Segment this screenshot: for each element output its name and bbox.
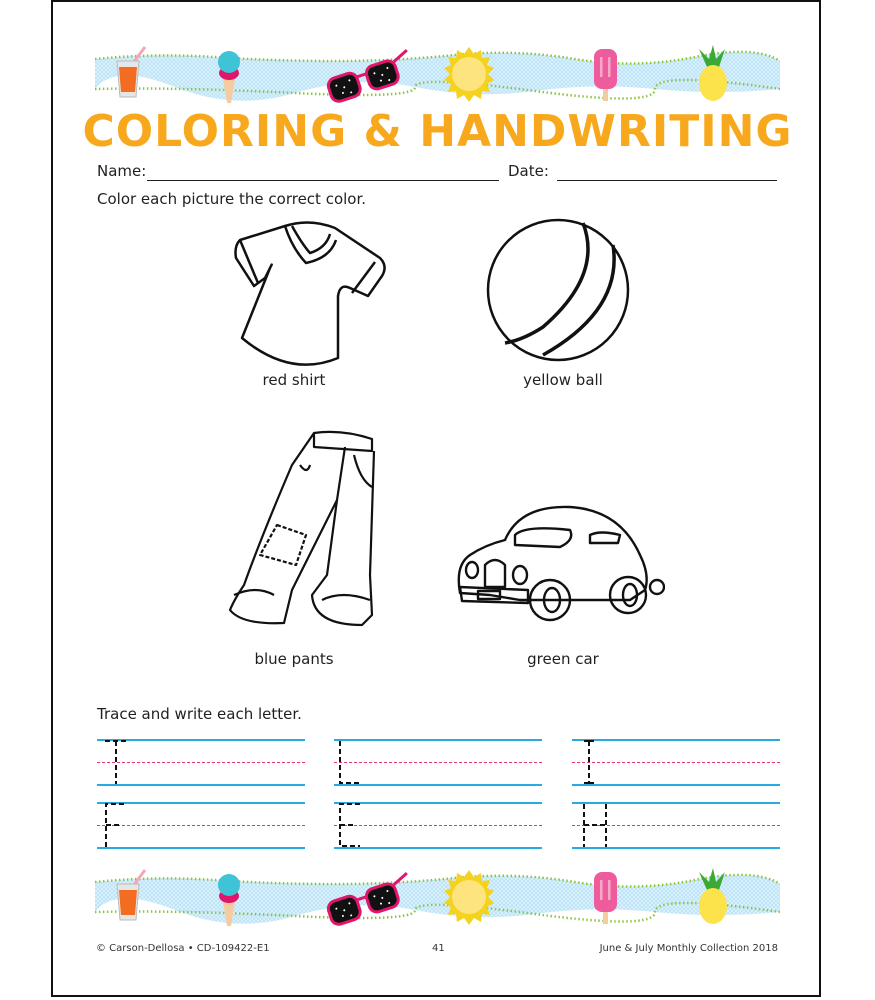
page-title: COLORING & HANDWRITING xyxy=(82,106,793,157)
trace-instruction: Trace and write each letter. xyxy=(97,705,302,723)
shirt-icon xyxy=(230,218,395,368)
pants-caption: blue pants xyxy=(254,650,334,668)
popsicle-icon xyxy=(594,872,617,924)
name-label: Name: xyxy=(97,162,147,180)
name-field[interactable] xyxy=(147,179,499,181)
footer-page-number: 41 xyxy=(432,943,445,954)
trace-lines-E[interactable] xyxy=(334,802,542,848)
date-field[interactable] xyxy=(557,179,777,181)
color-instruction: Color each picture the correct color. xyxy=(97,190,367,208)
trace-lines-H[interactable] xyxy=(572,802,780,848)
shirt-caption: red shirt xyxy=(262,371,326,389)
name-date-row xyxy=(97,160,777,184)
pants-icon xyxy=(222,425,402,645)
date-label: Date: xyxy=(508,162,549,180)
trace-lines-L[interactable] xyxy=(334,739,542,785)
footer-collection: June & July Monthly Collection 2018 xyxy=(599,943,778,954)
trace-lines-F[interactable] xyxy=(97,802,305,848)
bottom-summer-banner xyxy=(95,868,780,928)
top-summer-banner xyxy=(95,45,780,105)
pineapple-icon xyxy=(699,45,727,101)
trace-lines-T[interactable] xyxy=(97,739,305,785)
car-icon xyxy=(450,495,665,625)
car-caption: green car xyxy=(527,650,599,668)
ball-icon xyxy=(483,215,633,365)
pineapple-icon xyxy=(699,868,727,924)
popsicle-icon xyxy=(594,49,617,101)
ball-caption: yellow ball xyxy=(523,371,603,389)
trace-lines-I[interactable] xyxy=(572,739,780,785)
footer-copyright: © Carson-Dellosa • CD-109422-E1 xyxy=(96,943,270,954)
